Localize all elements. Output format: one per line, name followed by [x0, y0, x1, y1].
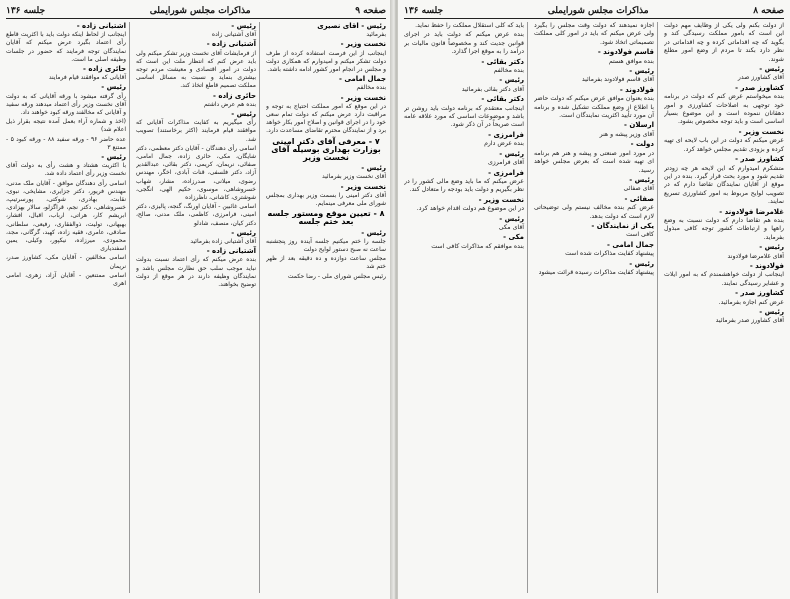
- paragraph: در این موضوع هم دولت اقدام خواهد کرد.: [416, 205, 524, 213]
- speaker-name: رئیس -: [361, 164, 386, 173]
- left-page: [0, 0, 392, 599]
- speaker-name: آشتیانی زاده -: [206, 247, 256, 256]
- speaker-name: دکتر بقائی -: [481, 95, 524, 104]
- speaker-name: کشاورز صدر -: [735, 155, 784, 164]
- speaker-name: جمال امامی -: [607, 240, 654, 249]
- left-page-header: [6, 4, 386, 19]
- speaker-name: حائری زاده -: [212, 91, 256, 100]
- speaker-name: رئیس -: [499, 214, 524, 223]
- right-page-title: مذاکرات مجلس شورایملی: [547, 6, 649, 16]
- speaker-name: جمال امامی -: [339, 75, 386, 84]
- speaker-name: رئیس -: [361, 228, 386, 237]
- paragraph: از دولت بکنم ولی یکی از وظایف مهم دولت این است که بامور مملکت رسیدگی کند و بگوید که چه اقداماتی کرده و چه اقداماتی در نظر دارد بکند تا مردم از وضع امور مطلع شوند.: [664, 22, 784, 63]
- speaker-name: فولادوند -: [619, 85, 654, 94]
- right-page: [398, 0, 790, 599]
- right-page-column-2: [534, 22, 658, 593]
- paragraph: رئیس مجلس شورای ملی - رضا حکمت: [287, 272, 386, 280]
- paragraph: جلسه را ختم میکنیم جلسه آینده روز پنجشنبه ساعت نه صبح دستور لوایح دولت: [266, 237, 386, 254]
- speaker-name: رئیس -: [101, 153, 126, 162]
- speaker-name: غلامرضا فولادوند -: [719, 207, 784, 216]
- paragraph: اسامی مخالفین - آقایان مکی، کشاورز صدر، نریمان: [6, 254, 126, 270]
- speaker-name: رئیس -: [499, 149, 524, 158]
- speaker-name: رئیس -: [629, 175, 654, 184]
- paragraph: پیشنهاد کفایت مذاکرات رسیده قرائت میشود: [538, 268, 654, 276]
- speaker-name: دکتر بقائی -: [481, 57, 524, 66]
- left-page-title: مذاکرات مجلس شورایملی: [149, 6, 251, 16]
- paragraph: آقای آشتیانی زاده: [211, 31, 256, 39]
- paragraph: آقای آشتیانی زاده بفرمائید: [190, 238, 256, 246]
- speaker-name: رئیس - آقای نصیری: [317, 22, 386, 30]
- paragraph: آقای صفائی: [623, 185, 654, 193]
- right-page-column-1: [664, 22, 784, 593]
- paragraph: کافی است: [626, 231, 654, 239]
- paragraph: بنده عرض دارم: [484, 140, 524, 148]
- speaker-name: نخست وزیر -: [340, 40, 386, 49]
- paragraph: بنده مخالفم: [493, 67, 524, 75]
- paragraph: بنده میخواستم عرض کنم که دولت در برنامه خود توجهی به اصلاحات کشاورزی و امور دهقانان ننموده است و این موضوع بسیار اساسی است و باید توجه مخصوص بشود.: [664, 93, 784, 126]
- paragraph: عرض کنم اجازه بفرمائید.: [718, 298, 784, 306]
- speaker-name: رئیس -: [759, 308, 784, 316]
- speaker-name: قاسم فولادوند -: [597, 48, 654, 57]
- paragraph: بنده هم تقاضا دارم که دولت نسبت به وضع راهها و ارتباطات کشور توجه کافی مبذول بفرماید.: [664, 216, 784, 241]
- paragraph: عده حاضر ۹۶ - ورقه سفید ۸۸ - ورقه کبود ۵ - ممتنع ۳: [6, 135, 126, 151]
- speaker-name: نخست وزیر -: [340, 93, 386, 102]
- paragraph: آقای نخست وزیر بفرمائید: [321, 173, 386, 181]
- paragraph: بفرمائید: [366, 31, 386, 39]
- left-page-session: جلسه ۱۳۶: [6, 6, 46, 16]
- left-page-column-1: [266, 22, 386, 593]
- left-page-column-3: [6, 22, 130, 593]
- speaker-name: فرامرزی -: [488, 168, 524, 177]
- paragraph: عرض میکنم که ما باید وضع مالی کشور را در نظر بگیریم و دولت باید بودجه را متعادل کند.: [404, 177, 524, 194]
- paragraph: اسامی رأی دهندگان موافق - آقایان ملک مدنی، مهندس فریور، دکتر جزایری، مشایخی، نبوی، نقابت، بهادری، شوکتی، پورسرتیپ، خسروشاهی، دکتر نجم، قراگزلو، سالار بهزادی، ابریشم کار، هراتی، ارباب، اقبال، افشار، بهبهانی، تولیت، ذوالفقاری، رفیعی، سلطانی، صادقی، عامری، فقیه زاده، کهبد، گرگانی، مجد، محمودی، میرزاده، نیکپور، وکیلی، یمین اسفندیاری: [6, 179, 126, 253]
- speaker-name: رئیس -: [629, 259, 654, 268]
- speaker-name: رئیس -: [231, 22, 256, 30]
- speaker-name: مکی -: [503, 233, 524, 242]
- speaker-name: آشتیانی زاده -: [76, 22, 126, 30]
- speaker-name: نخست وزیر -: [478, 195, 524, 204]
- paragraph: اینجانب از دولت خواهشمندم که به امور ایلات و عشایر رسیدگی نمایند.: [664, 271, 784, 287]
- section-heading: ۸ - تعیین موقع ومستور جلسه بعد ختم جلسه: [267, 209, 385, 227]
- speaker-name: فرامرزی -: [488, 130, 524, 139]
- paragraph: بنده موافق هستم: [608, 57, 654, 65]
- paragraph: عرض میکنم که دولت در این باب لایحه ای تهیه کرده و بزودی تقدیم مجلس خواهد کرد.: [664, 137, 784, 153]
- speaker-name: رئیس -: [231, 228, 256, 237]
- paragraph: آقای کشاورز صدر بفرمائید: [715, 317, 784, 325]
- speaker-name: رئیس -: [759, 65, 784, 74]
- right-page-session: جلسه ۱۳۶: [404, 6, 444, 16]
- speaker-name: کشاورز صدر -: [735, 83, 784, 92]
- speaker-name: حائری زاده -: [82, 65, 126, 74]
- paragraph: (اخذ و شماره آراء بعمل آمده نتیجه بقرار ذیل اعلام شد): [6, 118, 126, 134]
- speaker-name: کشاورز صدر -: [735, 289, 784, 298]
- speaker-name: یکی از نمایندگان -: [591, 221, 654, 230]
- paragraph: آقای قاسم فولادوند بفرمائید: [581, 76, 654, 84]
- paragraph: اینجانب معتقدم که برنامه دولت باید روشن تر باشد و موضوعات اساسی که مورد علاقه عامه است صریحاً در آن ذکر شود.: [404, 104, 524, 129]
- paragraph: بنده مخالفم: [356, 84, 386, 92]
- paragraph: اسامی ممتنعین - آقایان آزاد، زهری، امامی اهری: [6, 271, 126, 288]
- speaker-name: دولت -: [630, 140, 654, 149]
- right-page-columns: [404, 22, 784, 593]
- paragraph: اسامی رأی دهندگان - آقایان دکتر معظمی، دکتر شایگان، مکی، حائری زاده، جمال امامی، صفائی، نریمان، کریمی، دکتر بقائی، عبدالقدیر آزاد، دکتر فلسفی، قنات آبادی، اخگر، مهندس رضوی، میلانی، صدرزاده، مشار، شهاب خسروشاهی، موسوی، حکیم الهی، انگجی، شوشتری، کاشانی، ناظرزاده: [136, 144, 256, 202]
- paragraph: پیشنهاد کفایت مذاکرات شده است: [565, 250, 654, 258]
- left-page-column-2: [136, 22, 260, 593]
- paragraph: آقای کشاورز صدر: [737, 74, 784, 82]
- paragraph: با اکثریت هشتاد و هشت رأی به دولت آقای نخست وزیر رأی اعتماد داده شد.: [6, 162, 126, 178]
- left-page-number: صفحه ۹: [355, 6, 386, 16]
- speaker-name: رئیس -: [759, 243, 784, 252]
- speaker-name: آشتیانی زاده -: [206, 40, 256, 49]
- speaker-name: رئیس -: [499, 76, 524, 85]
- paragraph: متشکرم امیدوارم که این لایحه هر چه زودتر تقدیم شود و مورد بحث قرار گیرد. بنده در این موقع از آقایان نمایندگان تقاضا دارم که در تصویب لوایح مربوط به امور کشاورزی تسریع نمایند.: [664, 164, 784, 206]
- speaker-name: فولادوند -: [749, 261, 784, 270]
- right-page-header: [404, 4, 784, 19]
- speaker-name: رئیس -: [101, 83, 126, 92]
- paragraph: بنده بعنوان موافق عرض میکنم که دولت حاضر با اطلاع از وضع مملکت تشکیل شده و برنامه آن مورد تأیید اکثریت نمایندگان است.: [534, 95, 654, 120]
- paragraph: آقای دکتر امینی را بسمت وزیر بهداری بمجلس شورای ملی معرفی مینمایم.: [266, 191, 386, 208]
- speaker-name: نخست وزیر -: [340, 182, 386, 191]
- paragraph: در مورد امور صنعتی و پیشه و هنر هم برنامه ای تهیه شده است که بعرض مجلس خواهد رسید.: [534, 149, 654, 174]
- paragraph: اسامی غائبین - آقایان اورنگ، گنجه، پالیزی، دکتر امینی، فرامرزی، کاظمی، ملک مدنی، صالح، دکتر کیان، منصف، شادلو: [136, 203, 256, 227]
- speaker-name: نخست وزیر -: [738, 127, 784, 136]
- speaker-name: رئیس -: [231, 110, 256, 119]
- paragraph: آقای دکتر بقائی بفرمائید: [461, 85, 524, 93]
- paragraph: اینجانب از لحاظ اینکه دولت باید با اکثریت قاطع رأی اعتماد بگیرد عرض میکنم که آقایان نمایندگان توجه فرمایند که حضور در جلسات وظیفه اصلی ما است.: [6, 31, 126, 63]
- right-page-column-3: [404, 22, 528, 593]
- speaker-name: ارسلان -: [624, 121, 654, 130]
- speaker-name: صفائی -: [624, 194, 654, 203]
- paragraph: بنده موافقم که مذاکرات کافی است: [431, 242, 524, 250]
- paragraph: بنده عرض میکنم که دولت باید در اجرای قوانین جدیت کند و مخصوصاً قانون مالیات بر درآمد را به موقع اجرا گذارد.: [404, 31, 524, 56]
- paragraph: اینجانب از این فرصت استفاده کرده از طرف دولت تشکر میکنم و امیدوارم که همکاری دولت و مجلس در انجام امور کشور ادامه داشته باشد.: [266, 49, 386, 74]
- section-heading: ۷ - معرفی آقای دکتر امینی بوزارت بهداری بوسیله آقای نخست وزیر: [271, 136, 381, 163]
- paragraph: عرض کنم بنده مخالف نیستم ولی توضیحاتی لازم است که دولت بدهد.: [534, 204, 654, 220]
- paragraph: باید که کلی استقلال مملکت را حفظ نماید.: [415, 22, 524, 29]
- paragraph: رأی میگیریم به کفایت مذاکرات آقایانی که موافقند قیام فرمایند (اکثر برخاستند) تصویب شد.: [136, 119, 256, 143]
- paragraph: اجازه نمیدهند که دولت وقت مجلس را بگیرد ولی عرض میکنم که باید در امور کلی مملکت تصمیماتی اتخاذ شود.: [534, 22, 654, 46]
- paragraph: آقای غلامرضا فولادوند: [727, 252, 784, 260]
- paragraph: از فرمایشات آقای نخست وزیر تشکر میکنم ولی باید عرض کنم که انتظار ملت این است که دولت در امور اقتصادی و معیشت مردم توجه بیشتری بنماید و نسبت به مسائل اساسی مملکت تصمیم قاطع اتخاذ کند.: [136, 49, 256, 90]
- paragraph: آقای وزیر پیشه و هنر: [599, 130, 654, 138]
- paragraph: بنده هم عرض داشتم: [204, 100, 256, 108]
- paragraph: آقای مکی: [498, 223, 524, 231]
- right-page-number: صفحه ۸: [753, 6, 784, 16]
- left-page-columns: [6, 22, 386, 593]
- paragraph: بنده عرض میکنم که رأی اعتماد نسبت بدولت نباید موجب سلب حق نظارت مجلس باشد و نمایندگان وظیفه دارند در هر موقع از دولت توضیح بخواهند.: [136, 256, 256, 289]
- paragraph: در این موقع که امور مملکت احتیاج به توجه و مراقبت دارد عرض میکنم که دولت تمام سعی خود را در اجرای قوانین و اصلاح امور بکار خواهد برد و از نمایندگان محترم تقاضای مساعدت دارد.: [266, 102, 386, 135]
- speaker-name: رئیس -: [629, 67, 654, 76]
- paragraph: رأی گرفته میشود با ورقه آقایانی که به دولت آقای نخست وزیر رأی اعتماد میدهند ورقه سفید و آقایانی که مخالفند ورقه کبود خواهند داد.: [6, 92, 126, 117]
- paragraph: آقایانی که موافقند قیام فرمایند: [48, 74, 126, 82]
- paragraph: مجلس ساعت دوازده و ده دقیقه بعد از ظهر ختم شد: [266, 255, 386, 271]
- paragraph: آقای فرامرزی: [487, 159, 524, 167]
